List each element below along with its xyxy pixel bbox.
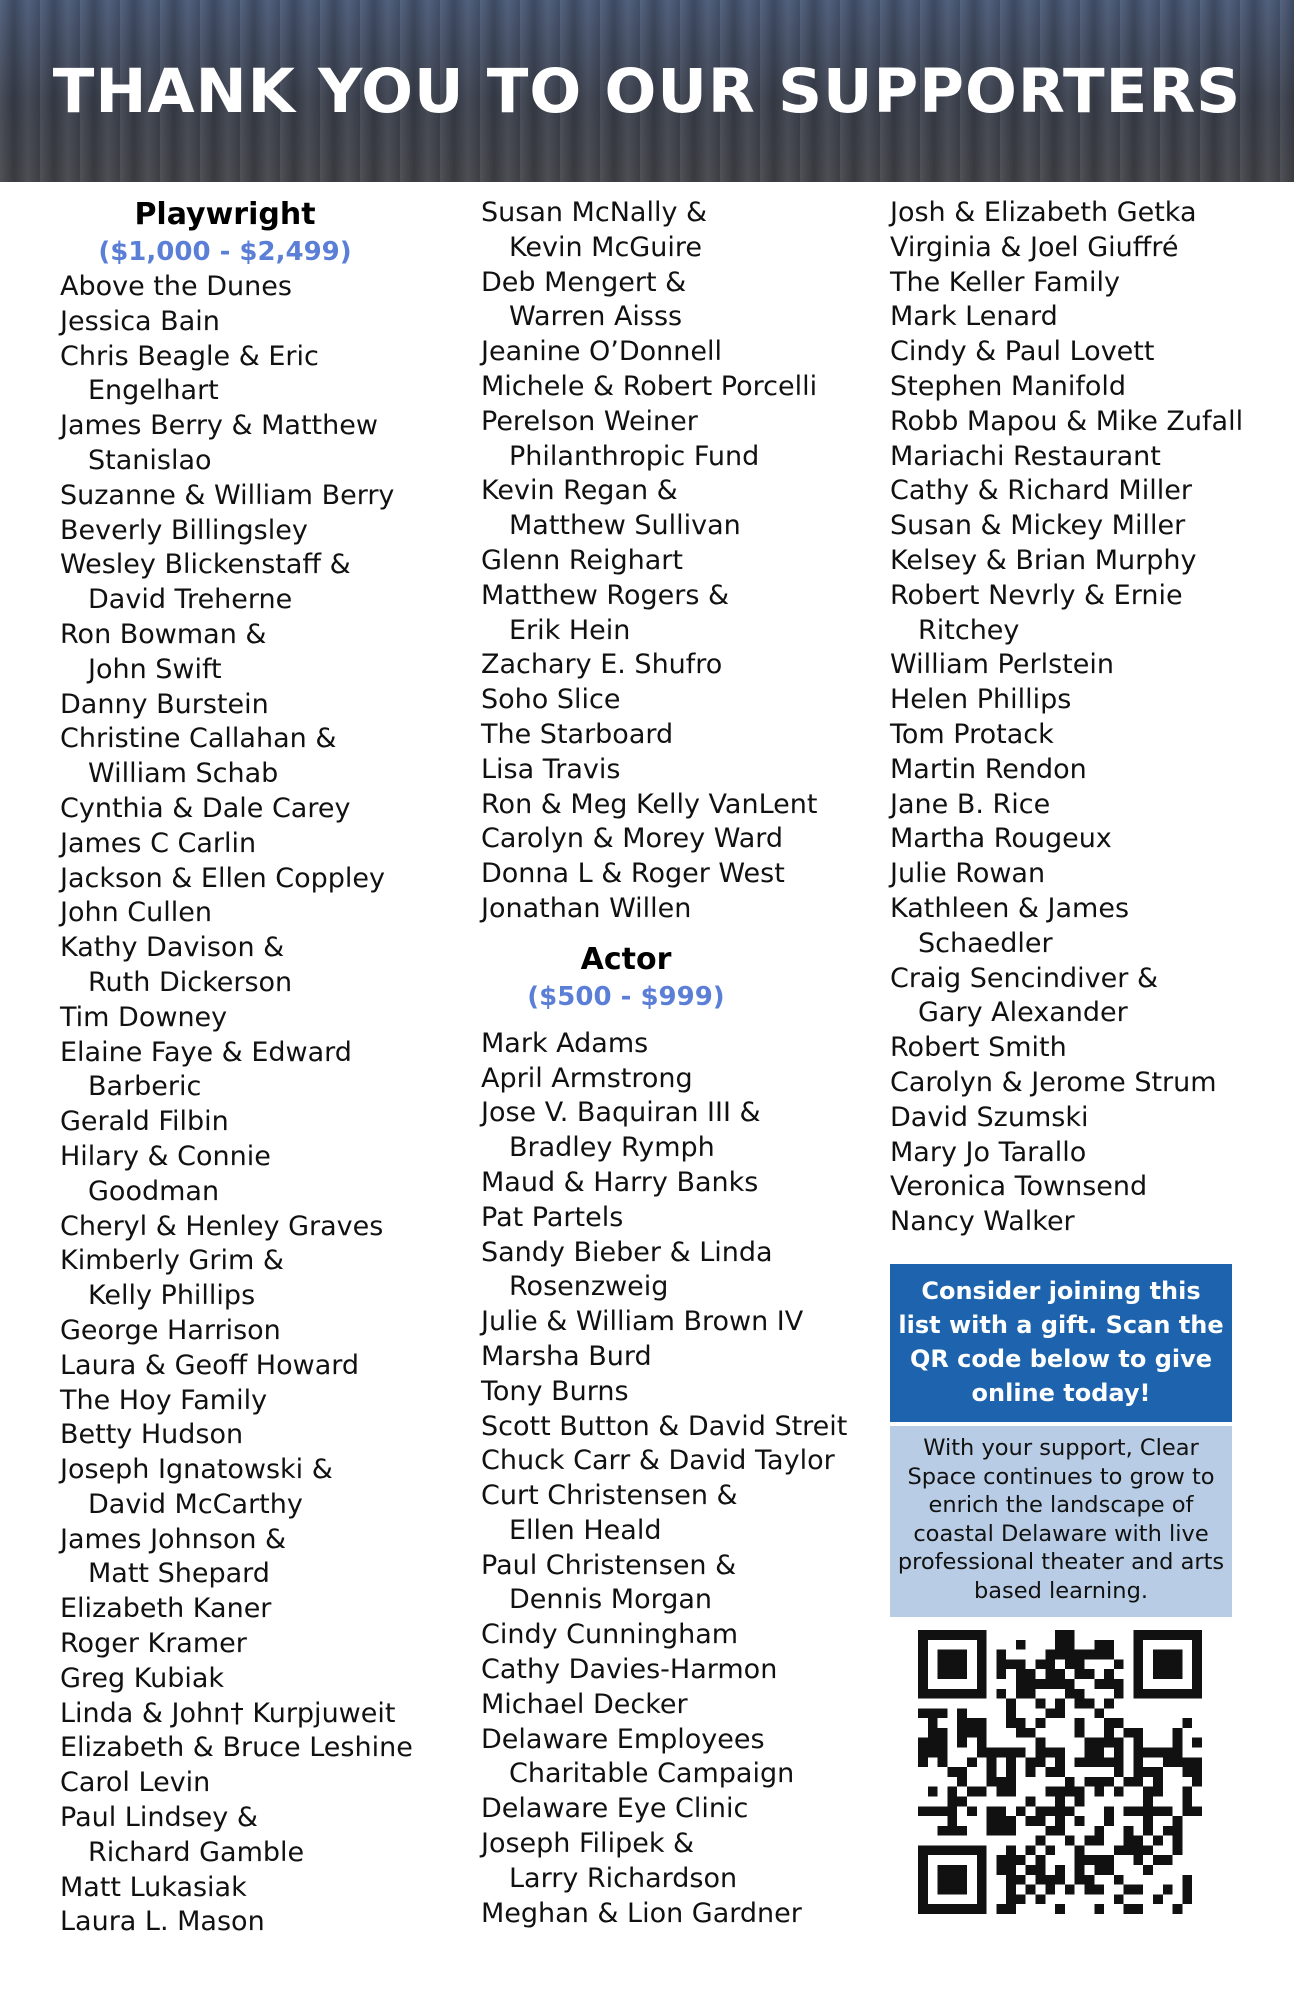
donor-name — [481, 648, 841, 683]
donor-name-line: Perelson Weiner — [481, 405, 698, 437]
donor-name-line: Susan McNally & — [481, 197, 708, 228]
donor-name — [481, 370, 841, 405]
donor-name-line: Elizabeth Kaner — [60, 1593, 272, 1625]
donor-name — [481, 1166, 841, 1201]
actor-title: Actor — [580, 941, 672, 977]
donor-name — [481, 196, 841, 266]
donor-name — [60, 1140, 420, 1210]
donor-name — [481, 1096, 841, 1166]
donor-name — [890, 962, 1270, 1032]
donor-name — [481, 857, 841, 892]
donor-name-line: April Armstrong — [481, 1062, 693, 1094]
playwright-list-2 — [481, 196, 841, 927]
donor-name — [60, 1731, 420, 1766]
donor-name-line: Deb Mengert & — [481, 266, 687, 298]
donor-name-line: Paul Christensen & — [481, 1549, 737, 1581]
donor-name — [481, 405, 841, 475]
donor-name — [60, 409, 420, 479]
donor-name-line: Tom Protack — [890, 718, 1054, 750]
donor-name-continuation: Dennis Morgan — [509, 1584, 713, 1616]
donor-name — [890, 544, 1270, 579]
donor-name — [481, 1723, 841, 1793]
column-1 — [60, 196, 420, 1940]
donor-name — [60, 1627, 420, 1662]
donor-name — [481, 1792, 841, 1827]
header-banner — [0, 0, 1294, 182]
donor-name-line: Hilary & Connie — [60, 1140, 271, 1172]
donor-name — [481, 1688, 841, 1723]
donor-name-line: Laura L. Mason — [60, 1906, 265, 1938]
donor-name — [890, 788, 1270, 823]
donor-name — [481, 1549, 841, 1619]
donor-name-line: Elaine Faye & Edward — [60, 1036, 352, 1068]
donor-name-line: Meghan & Lion Gardner — [481, 1897, 802, 1929]
playwright-title: Playwright — [134, 197, 316, 232]
donor-name-continuation: Ellen Heald — [509, 1514, 662, 1546]
donor-name — [890, 1170, 1270, 1205]
donor-name-line: Kimberly Grim & — [60, 1245, 284, 1277]
qr-code-icon[interactable] — [918, 1630, 1202, 1914]
donor-name-line: Kathleen & James — [890, 892, 1130, 924]
donor-name — [60, 618, 420, 688]
donor-name-line: Mariachi Restaurant — [890, 440, 1161, 472]
donor-name-line: Joseph Filipek & — [481, 1828, 695, 1860]
donor-name — [481, 474, 841, 544]
donor-name-line: Glenn Reighart — [481, 544, 683, 576]
donor-name-continuation: David McCarthy — [88, 1488, 303, 1520]
donor-name — [60, 1036, 420, 1106]
page-title: THANK YOU TO OUR SUPPORTERS — [52, 56, 1242, 127]
donor-name-line: Linda & John† Kurpjuweit — [60, 1697, 396, 1729]
donor-name — [60, 1905, 420, 1940]
donor-name — [890, 370, 1270, 405]
donor-name-continuation: Bradley Rymph — [509, 1132, 715, 1164]
donor-name-line: Paul Lindsey & — [60, 1802, 258, 1834]
donor-name-line: Julie & William Brown IV — [481, 1306, 804, 1338]
donor-name — [890, 231, 1270, 266]
donor-name — [481, 335, 841, 370]
actor-range: ($500 - $999) — [527, 981, 725, 1012]
donor-name-line: Kelsey & Brian Murphy — [890, 544, 1197, 576]
donor-name-line: Cathy Davies-Harmon — [481, 1654, 778, 1686]
donor-name-line: Pat Partels — [481, 1201, 624, 1233]
donor-name — [60, 1523, 420, 1593]
donor-name-line: Robert Nevrly & Ernie — [890, 579, 1183, 611]
donor-name-line: Mark Adams — [481, 1027, 649, 1059]
donor-name-line: Stephen Manifold — [890, 370, 1127, 402]
donor-name-line: Carolyn & Morey Ward — [481, 823, 784, 855]
donor-name-line: Wesley Blickenstaff & — [60, 549, 351, 581]
donor-name — [481, 1897, 841, 1932]
donor-name — [890, 1031, 1270, 1066]
donor-name — [60, 1662, 420, 1697]
donor-name-line: Matthew Rogers & — [481, 579, 730, 611]
donor-name — [890, 1101, 1270, 1136]
donor-name — [481, 1410, 848, 1445]
donor-name-line: James C Carlin — [60, 827, 257, 859]
donor-name — [60, 1871, 420, 1906]
donor-name-line: Susan & Mickey Miller — [890, 510, 1186, 542]
donor-name-line: Sandy Bieber & Linda — [481, 1236, 773, 1268]
donor-name-continuation: William Schab — [88, 758, 279, 790]
donor-name-line: David Szumski — [890, 1101, 1089, 1133]
donor-name — [481, 1340, 841, 1375]
donor-name — [60, 688, 420, 723]
donor-name-line: Robert Smith — [890, 1032, 1067, 1064]
donor-name-continuation: Engelhart — [88, 375, 219, 407]
donor-name — [60, 1349, 420, 1384]
donor-name — [481, 1375, 841, 1410]
donor-name — [890, 1205, 1270, 1240]
donor-name-line: Jose V. Baquiran III & — [481, 1097, 761, 1129]
donor-name-continuation: Charitable Campaign — [509, 1758, 795, 1790]
donor-name — [890, 196, 1270, 231]
donor-name — [890, 266, 1270, 301]
donor-name-line: Tim Downey — [60, 1001, 228, 1033]
donor-name — [890, 822, 1270, 857]
donor-name-line: Virginia & Joel Giuffré — [890, 231, 1179, 263]
donor-name-line: Betty Hudson — [60, 1419, 244, 1451]
donor-name-line: Gerald Filbin — [60, 1106, 229, 1138]
playwright-list-1 — [60, 270, 420, 1940]
donor-name — [481, 1444, 841, 1479]
donor-name-line: Roger Kramer — [60, 1628, 247, 1660]
donor-name-line: Martha Rougeux — [890, 823, 1112, 855]
donor-name-continuation: Warren Aisss — [509, 301, 683, 333]
donor-name-line: Kathy Davison & — [60, 932, 285, 964]
donor-name — [481, 753, 841, 788]
column-3 — [890, 196, 1270, 1240]
donor-name-line: Lisa Travis — [481, 753, 621, 785]
donor-name — [60, 1766, 420, 1801]
donor-name-continuation: John Swift — [88, 653, 222, 685]
donor-name-line: Greg Kubiak — [60, 1662, 225, 1694]
donor-name — [481, 544, 841, 579]
donor-name-line: Michele & Robert Porcelli — [481, 370, 818, 402]
donor-name — [890, 405, 1270, 440]
donor-name-continuation: Ritchey — [918, 614, 1020, 646]
donor-name-line: Carolyn & Jerome Strum — [890, 1066, 1217, 1098]
donor-name-line: James Johnson & — [60, 1523, 287, 1555]
donor-name — [481, 1201, 841, 1236]
donor-name-line: Josh & Elizabeth Getka — [890, 197, 1197, 228]
donor-name — [481, 788, 841, 823]
donor-name — [481, 1827, 841, 1897]
donor-name — [60, 1244, 420, 1314]
donor-name — [890, 300, 1270, 335]
donor-name — [481, 1062, 841, 1097]
donor-name-line: Chuck Carr & David Taylor — [481, 1445, 835, 1477]
donor-name — [60, 792, 420, 827]
donor-name — [890, 718, 1270, 753]
donor-name-line: Mark Lenard — [890, 301, 1058, 333]
donor-name — [890, 1066, 1270, 1101]
donor-name — [890, 474, 1270, 509]
donor-name-continuation: Ruth Dickerson — [88, 966, 293, 998]
donor-name-line: Helen Phillips — [890, 684, 1072, 716]
donor-name — [60, 827, 420, 862]
donor-name-line: Zachary E. Shufro — [481, 649, 723, 681]
donor-name — [890, 579, 1270, 649]
donor-name-line: Craig Sencindiver & — [890, 962, 1159, 994]
donor-name — [481, 683, 841, 718]
donor-name-line: The Hoy Family — [60, 1384, 268, 1416]
donor-name-line: Elizabeth & Bruce Leshine — [60, 1732, 413, 1764]
donor-name-line: Scott Button & David Streit — [481, 1410, 848, 1442]
donor-name-line: Cindy & Paul Lovett — [890, 336, 1155, 368]
donor-name-line: Cheryl & Henley Graves — [60, 1210, 384, 1242]
donor-name-line: Curt Christensen & — [481, 1480, 738, 1512]
donor-name — [481, 1479, 841, 1549]
donor-name-line: Jane B. Rice — [890, 788, 1051, 820]
donor-name-continuation: Kelly Phillips — [88, 1280, 256, 1312]
donor-name-line: Mary Jo Tarallo — [890, 1136, 1087, 1168]
donor-name — [890, 857, 1270, 892]
donor-name-line: Jeanine O’Donnell — [481, 336, 723, 368]
callout-headline: Consider joining this list with a gift. Scan the QR code below to give online today! — [890, 1264, 1232, 1422]
donor-name-line: Chris Beagle & Eric — [60, 340, 319, 372]
donor-name — [890, 683, 1270, 718]
donor-name-line: Joseph Ignatowski & — [60, 1454, 333, 1486]
donor-name — [481, 1027, 841, 1062]
donor-name — [890, 892, 1270, 962]
donor-name — [481, 266, 841, 336]
column-2 — [481, 196, 848, 1931]
donor-name — [60, 1314, 420, 1349]
donor-name-line: Matt Lukasiak — [60, 1871, 247, 1903]
donor-name — [481, 1653, 841, 1688]
donor-name — [481, 718, 841, 753]
donor-name-line: Christine Callahan & — [60, 723, 337, 755]
playwright-range: ($1,000 - $2,499) — [98, 237, 352, 267]
callout-body: With your support, Clear Space continues to grow to enrich the landscape of coastal Delaware with live professional theater and arts based learning. — [890, 1426, 1232, 1617]
donor-name-line: Delaware Eye Clinic — [481, 1793, 749, 1825]
donor-name-line: Ron Bowman & — [60, 618, 267, 650]
donor-name — [481, 1236, 841, 1306]
donor-name-line: Laura & Geoff Howard — [60, 1349, 360, 1381]
donor-name-line: Ron & Meg Kelly VanLent — [481, 788, 818, 820]
donor-name — [890, 440, 1270, 475]
donor-name-line: Danny Burstein — [60, 688, 269, 720]
donor-name-continuation: Schaedler — [918, 927, 1053, 959]
donor-name-continuation: Stanislao — [88, 444, 212, 476]
donor-name-continuation: Gary Alexander — [918, 997, 1128, 1029]
donor-name-line: Jackson & Ellen Coppley — [60, 862, 386, 894]
donor-name — [481, 1305, 841, 1340]
donor-name-line: Robb Mapou & Mike Zufall — [890, 405, 1244, 437]
donor-name-line: Beverly Billingsley — [60, 514, 308, 546]
donor-name — [60, 1592, 420, 1627]
donor-name-line: Jessica Bain — [60, 305, 220, 337]
donor-name-line: William Perlstein — [890, 649, 1114, 681]
donor-name — [60, 1210, 420, 1245]
donor-name — [60, 896, 420, 931]
donor-name — [481, 1618, 841, 1653]
donor-name — [481, 579, 841, 649]
donor-name — [60, 548, 420, 618]
donor-name-line: Cindy Cunningham — [481, 1619, 739, 1651]
donor-name-line: Delaware Employees — [481, 1723, 765, 1755]
donor-name — [60, 1453, 420, 1523]
donor-name-continuation: Richard Gamble — [88, 1836, 305, 1868]
donor-name-continuation: Matt Shepard — [88, 1558, 270, 1590]
donor-name-line: Michael Decker — [481, 1688, 688, 1720]
donor-name-continuation: Philanthropic Fund — [509, 440, 760, 472]
donor-name-line: The Starboard — [481, 718, 674, 750]
donor-name-line: Veronica Townsend — [890, 1171, 1148, 1203]
donor-name — [890, 753, 1270, 788]
donor-name — [890, 335, 1270, 370]
donor-name-line: Nancy Walker — [890, 1206, 1075, 1238]
donor-name-line: Marsha Burd — [481, 1340, 652, 1372]
donor-name-line: The Keller Family — [890, 266, 1120, 298]
donor-name — [60, 340, 420, 410]
donor-name — [481, 892, 841, 927]
donor-name-line: Soho Slice — [481, 684, 621, 716]
donor-name-line: Kevin Regan & — [481, 475, 678, 507]
donor-name — [60, 479, 420, 514]
donor-name — [60, 1001, 420, 1036]
donor-name-line: George Harrison — [60, 1314, 281, 1346]
donor-name-continuation: Erik Hein — [509, 614, 631, 646]
donor-name — [60, 1418, 420, 1453]
donor-name-continuation: Rosenzweig — [509, 1271, 669, 1303]
donor-name — [890, 648, 1270, 683]
donor-name-continuation: Matthew Sullivan — [509, 510, 741, 542]
donor-name-continuation: Barberic — [88, 1071, 202, 1103]
donor-name — [890, 1136, 1270, 1171]
donor-name-line: Above the Dunes — [60, 271, 292, 302]
donor-name-line: James Berry & Matthew — [60, 410, 378, 442]
donor-name-line: Donna L & Roger West — [481, 858, 785, 890]
donor-name-line: Carol Levin — [60, 1767, 211, 1799]
donor-name-line: Cathy & Richard Miller — [890, 475, 1192, 507]
donor-name — [60, 862, 420, 897]
donor-name-continuation: David Treherne — [88, 584, 293, 616]
donor-name — [60, 1105, 420, 1140]
donor-name — [60, 722, 420, 792]
actor-list-2 — [481, 1027, 848, 1932]
donor-name — [60, 1697, 420, 1732]
give-callout — [890, 1264, 1232, 1617]
donor-name — [60, 514, 420, 549]
donor-name-line: Tony Burns — [481, 1375, 629, 1407]
donor-name-line: Martin Rendon — [890, 753, 1087, 785]
donor-name-line: Julie Rowan — [890, 858, 1046, 890]
actor-list-3 — [890, 196, 1270, 1240]
donor-name-continuation: Goodman — [88, 1175, 220, 1207]
donor-name-continuation: Larry Richardson — [509, 1862, 738, 1894]
donor-name — [60, 270, 420, 305]
donor-name-line: Cynthia & Dale Carey — [60, 792, 351, 824]
donor-name — [60, 1801, 420, 1871]
donor-name — [60, 305, 420, 340]
donor-name — [60, 1384, 420, 1419]
donor-name — [481, 822, 841, 857]
donor-name-continuation: Kevin McGuire — [509, 231, 702, 263]
donor-name-line: Maud & Harry Banks — [481, 1166, 759, 1198]
donor-name-line: Jonathan Willen — [481, 892, 692, 924]
donor-name — [60, 931, 420, 1001]
donor-name-line: John Cullen — [60, 897, 212, 929]
donor-name-line: Suzanne & William Berry — [60, 479, 395, 511]
donor-name — [890, 509, 1270, 544]
